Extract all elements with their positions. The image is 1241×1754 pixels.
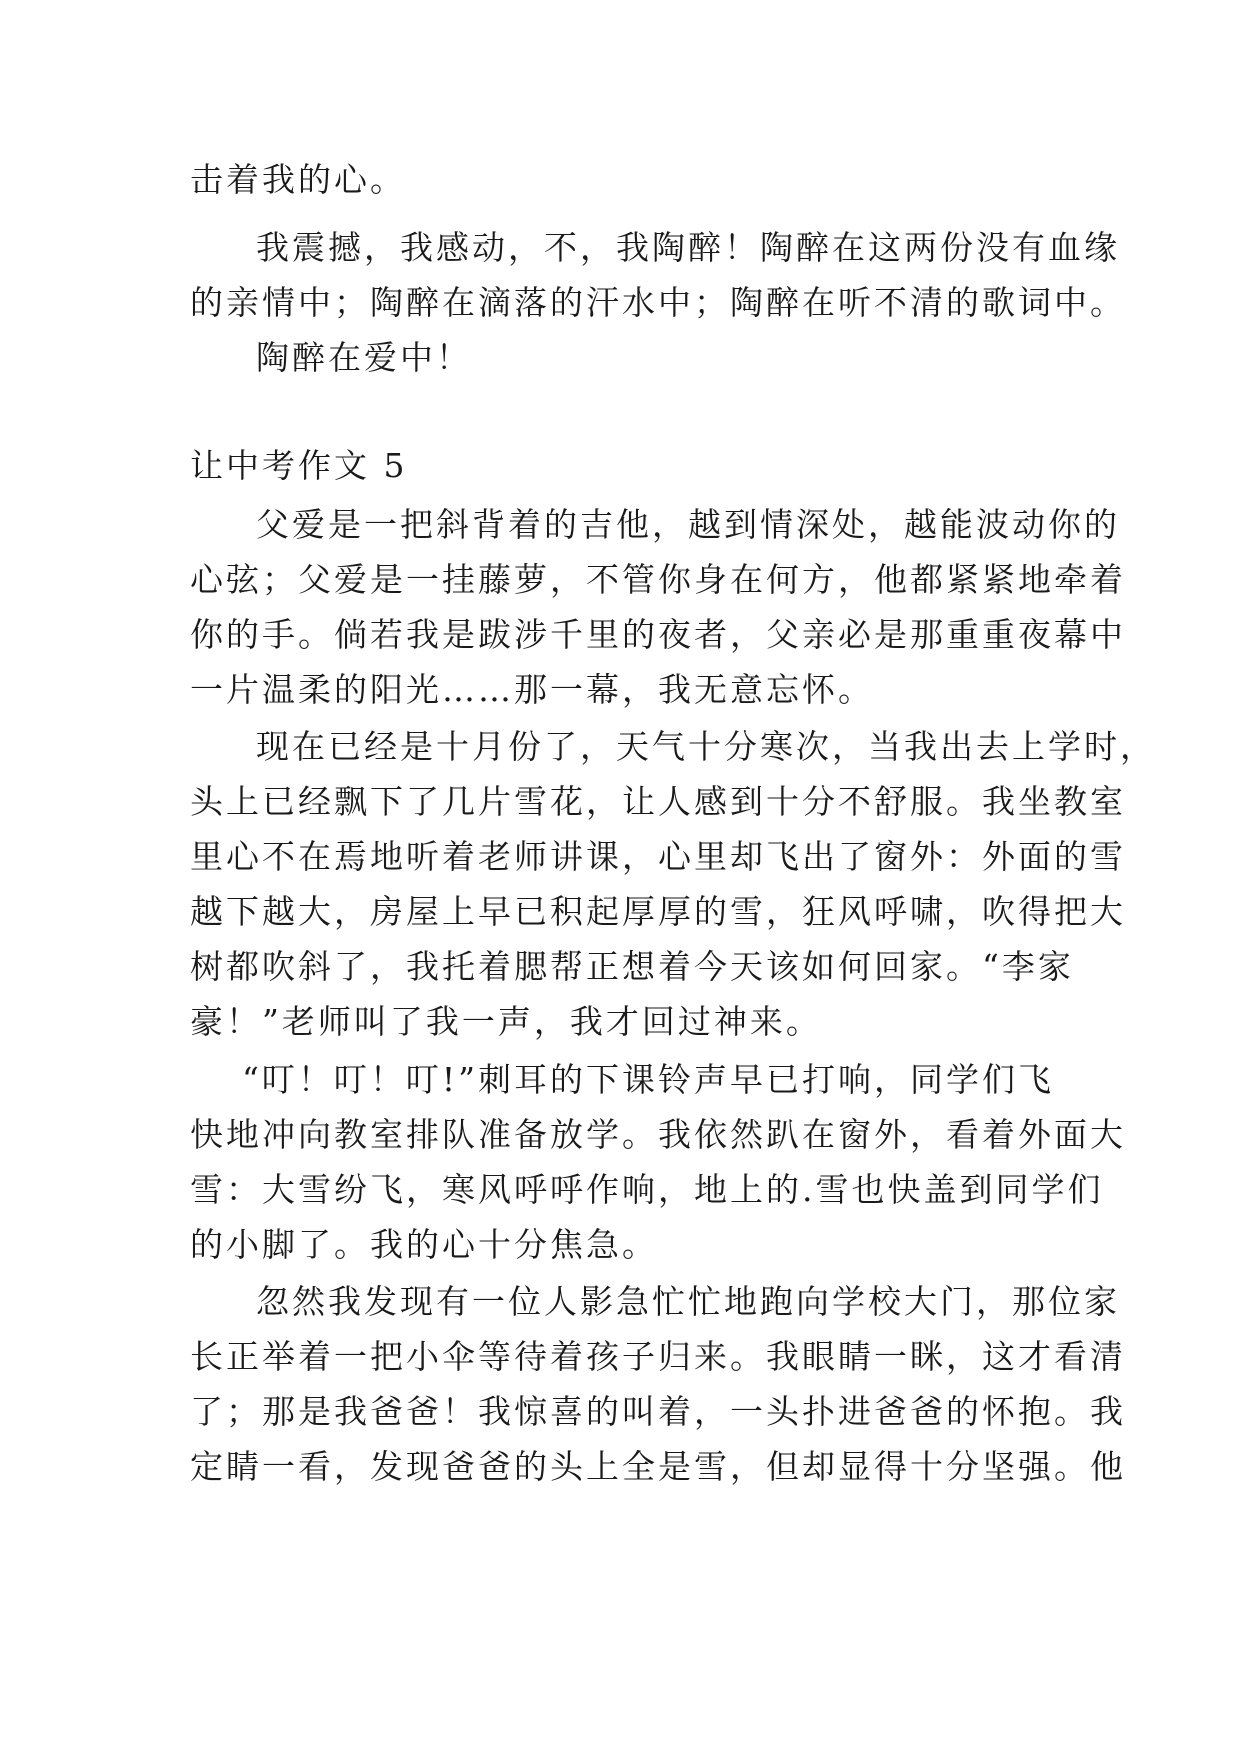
paragraph-line: 的亲情中；陶醉在滴落的汗水中；陶醉在听不清的歌词中。	[190, 283, 1126, 322]
paragraph-line: 你的手。倘若我是跋涉千里的夜者，父亲必是那重重夜幕中	[190, 615, 1126, 654]
paragraph-line: 雪：大雪纷飞，寒风呼呼作响，地上的.雪也快盖到同学们	[190, 1170, 1104, 1209]
paragraph-line: “叮！叮！叮!”刺耳的下课铃声早已打响，同学们飞	[242, 1060, 1055, 1099]
paragraph-line: 现在已经是十月份了，天气十分寒次，当我出去上学时，	[256, 727, 1156, 766]
paragraph-line: 长正举着一把小伞等待着孩子归来。我眼睛一眯，这才看清	[190, 1337, 1126, 1376]
paragraph-line: 击着我的心。	[190, 160, 406, 199]
paragraph-line: 陶醉在爱中！	[256, 338, 472, 377]
paragraph-line: 定睛一看，发现爸爸的头上全是雪，但却显得十分坚强。他	[190, 1447, 1126, 1486]
paragraph-line: 父爱是一把斜背着的吉他，越到情深处，越能波动你的	[256, 505, 1120, 544]
paragraph-line: 我震撼，我感动，不，我陶醉！陶醉在这两份没有血缘	[256, 228, 1120, 267]
paragraph-line: 一片温柔的阳光……那一幕，我无意忘怀。	[190, 670, 874, 709]
paragraph-line: 里心不在焉地听着老师讲课，心里却飞出了窗外：外面的雪	[190, 837, 1126, 876]
section-heading: 让中考作文 5	[190, 446, 408, 485]
paragraph-line: 越下越大，房屋上早已积起厚厚的雪，狂风呼啸，吹得把大	[190, 892, 1126, 931]
paragraph-line: 快地冲向教室排队准备放学。我依然趴在窗外，看着外面大	[190, 1115, 1126, 1154]
paragraph-line: 的小脚了。我的心十分焦急。	[190, 1225, 658, 1264]
paragraph-line: 树都吹斜了，我托着腮帮正想着今天该如何回家。“李家	[190, 947, 1074, 986]
paragraph-line: 了；那是我爸爸！我惊喜的叫着，一头扑进爸爸的怀抱。我	[190, 1392, 1126, 1431]
paragraph-line: 心弦；父爱是一挂藤萝，不管你身在何方，他都紧紧地牵着	[190, 560, 1126, 599]
paragraph-line: 忽然我发现有一位人影急忙忙地跑向学校大门，那位家	[256, 1282, 1120, 1321]
paragraph-line: 头上已经飘下了几片雪花，让人感到十分不舒服。我坐教室	[190, 782, 1126, 821]
paragraph-line: 豪！”老师叫了我一声，我才回过神来。	[190, 1002, 822, 1041]
